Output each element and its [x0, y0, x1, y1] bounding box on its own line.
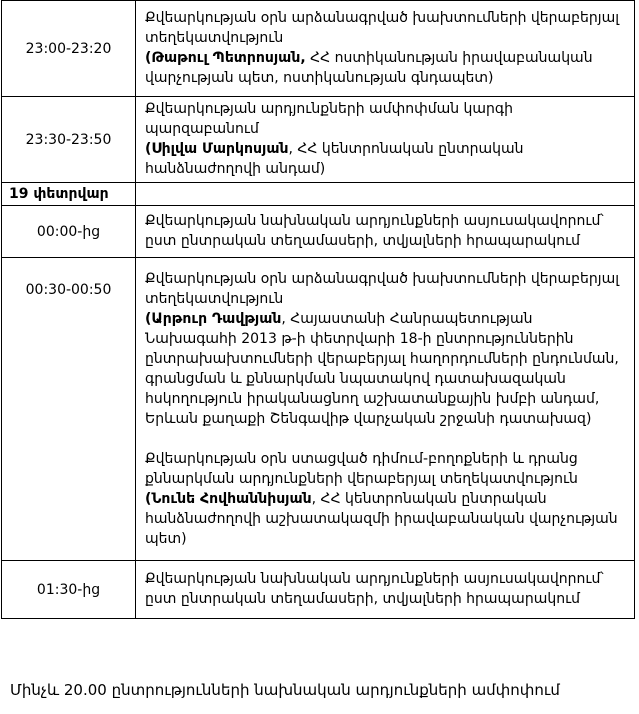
footer-note: Մինչև 20.00 ընտրությունների նախնական արդյունքների ամփոփում	[10, 681, 560, 699]
row-text: Քվեարկության նախնական արդյունքների ասյուսակավորում՝ ըստ ընտրական տեղամասերի, տվյալների հրապարակում	[145, 213, 604, 249]
schedule-row	[2, 206, 635, 258]
row-text: Քվեարկության օրն արձանագրված խախտումների վերաբերյալ տեղեկատվություն	[145, 10, 620, 46]
speaker-role: , ՀՀ կենտրոնական ընտրական հանձնաժողովի անդամ)	[145, 141, 524, 177]
row-description	[136, 97, 635, 183]
row-time: 23:00-23:20	[2, 1, 136, 97]
schedule-row	[2, 97, 635, 183]
row-description	[136, 258, 635, 561]
schedule-table	[1, 0, 635, 619]
day-header-empty-cell	[136, 183, 635, 206]
row-time: 23:30-23:50	[2, 97, 136, 183]
speaker-role: ՀՀ ոստիկանության իրավաբանական վարչության պետ, ոստիկանության գնդապետ)	[145, 50, 593, 86]
day-label: 19 փետրվար	[2, 183, 136, 206]
speaker-role-second: , ՀՀ կենտրոնական ընտրական հանձնաժողովի աշխատակազմի իրավաբանական վարչության պետ)	[145, 490, 618, 547]
row-text: Քվեարկության օրն արձանագրված խախտումների վերաբերյալ տեղեկատվություն	[145, 270, 620, 307]
speaker-name: (Թաթուլ Պետրոսյան,	[145, 50, 306, 66]
speaker-role: , Հայաստանի Հանրապետության Նախագահի 2013 թ-ի փետրվարի 18-ի ընտրություններին ընտրախախտումների վերաբերյալ հաղորդումների ընդունման, գրանցման և քննարկման նպատակով դատախազական հսկողություն իրականացնող աշխատանքային խմբի անդամ, Երևան քաղաքի Շենգավիթ վարչական շրջանի դատախազ)	[145, 310, 619, 427]
schedule-row	[2, 258, 635, 561]
day-header-row	[2, 183, 635, 206]
speaker-name-second: (Նունե Հովհաննիսյան	[145, 490, 312, 507]
row-time: 00:30-00:50	[2, 258, 136, 561]
schedule-row	[2, 561, 635, 619]
row-text-second: Քվեարկության օրն ստացված դիմում-բողոքների և դրանց քննարկման արդյունքների վերաբերյալ տեղեկատվություն	[145, 450, 578, 487]
row-text: Քվեարկության նախնական արդյունքների ասյուսակավորում՝ ըստ ընտրական տեղամասերի, տվյալների հրապարակում	[145, 571, 604, 607]
row-description	[136, 1, 635, 97]
row-text: Քվեարկության արդյունքների ամփոփման կարգի պարզաբանում	[145, 101, 513, 137]
row-description	[136, 561, 635, 619]
speaker-name: (Արթուր Դավթյան	[145, 310, 282, 327]
row-time: 00:00-ից	[2, 206, 136, 258]
speaker-name: (Սիլվա Մարկոսյան	[145, 141, 289, 157]
row-description	[136, 206, 635, 258]
schedule-row	[2, 1, 635, 97]
row-time: 01:30-ից	[2, 561, 136, 619]
paragraph-gap	[145, 429, 626, 449]
